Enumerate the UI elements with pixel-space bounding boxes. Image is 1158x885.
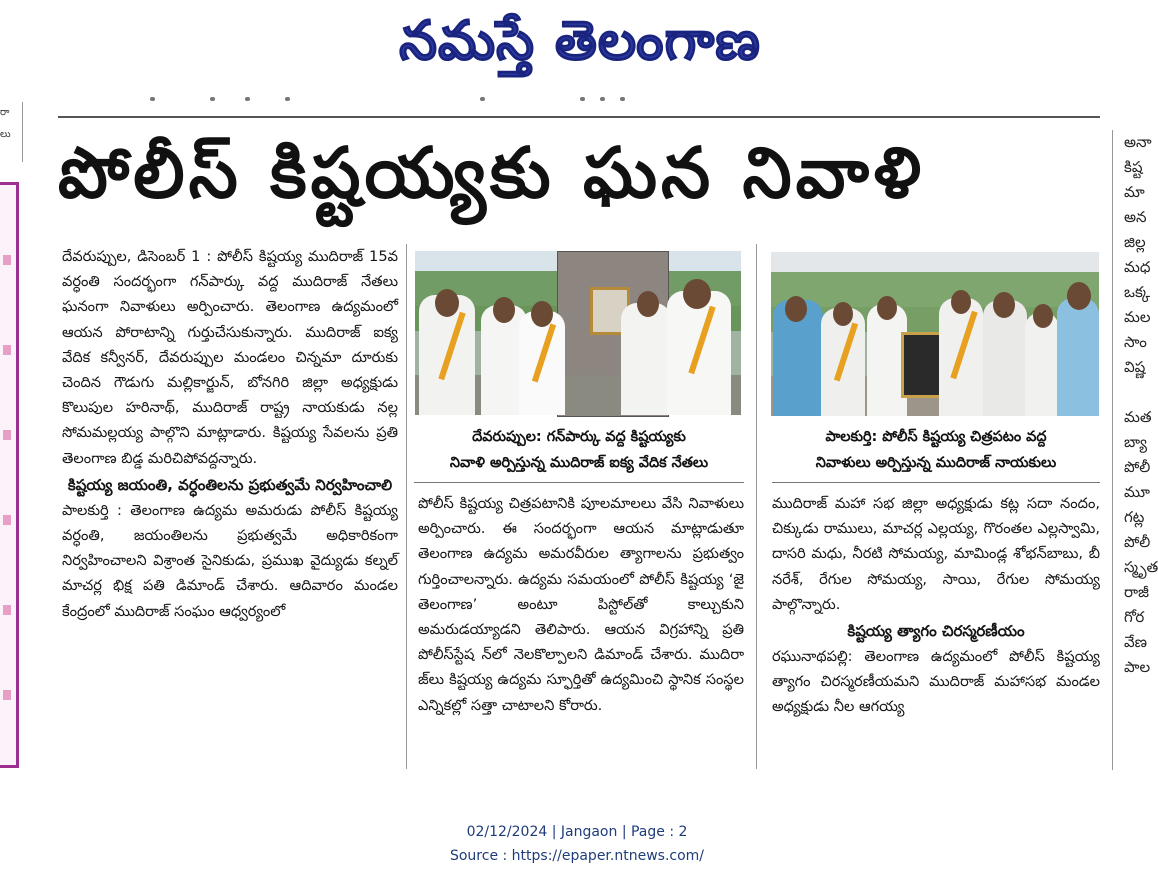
fragment-text: అన xyxy=(1124,208,1147,226)
scan-dot xyxy=(620,97,625,101)
top-rule xyxy=(58,116,1100,118)
caption-line: నివాళి అర్పిస్తున్న ముదిరాజ్ ఐక్య వేదిక నేతలు xyxy=(449,455,709,471)
person-head xyxy=(493,297,515,323)
fragment-text: విష్ణ xyxy=(1124,358,1146,376)
newspaper-logo: నమస్తే తెలంగాణ xyxy=(399,9,761,72)
column-divider xyxy=(756,244,757,769)
adjacent-article-right xyxy=(1124,130,1158,770)
scan-dot xyxy=(210,97,215,101)
caption-rule xyxy=(772,482,1100,483)
fragment-text: పాల xyxy=(1124,658,1151,676)
fragment-text: సాం xyxy=(1124,333,1147,351)
photo-caption-2 xyxy=(772,424,1100,476)
person-head xyxy=(785,296,807,322)
fragment-text: పోలీ xyxy=(1124,458,1151,476)
fragment-text: జిల్ల xyxy=(1124,233,1146,251)
column-divider xyxy=(406,244,407,769)
ad-mark xyxy=(3,690,11,700)
article-column-1 xyxy=(62,244,398,624)
adjacent-ad-box xyxy=(0,182,19,768)
article-paragraph: దేవరుప్పుల, డిసెంబర్ 1 : పోలీస్ కిష్టయ్య ముదిరాజ్ 15వ వర్ధంతి సందర్భంగా గన్‌పార్కు వద్ద ముదిరాజ్ నేతలు ఘనంగా నివాళులు అర్పించారు. తెలంగాణ ఉద్యమంలో ఆయన పోరాటాన్ని గుర్తుచేసుకున్నారు. ముదిరాజ్ ఐక్య వేదిక కన్వీనర్, దేవరుప్పుల మండలం చిన్నమా దూరుకు చెందిన గౌడుగు మల్లికార్జున్, బోనగిరి జిల్లా అధ్యక్షుడు కొలుపుల హరినాథ్, ముదిరాజ్ రాష్ట్ర నాయకుడు నల్ల సోమమల్లయ్య పాల్గొని మాట్లాడారు. కిష్టయ్య సేవలను ప్రతి తెలంగాణ బిడ్డ మరిచిపోవద్దన్నారు. xyxy=(62,248,398,467)
article-paragraph: పోలీస్ కిష్టయ్య చిత్రపటానికి పూలమాలలు వేసి నివాళులు అర్పించారు. ఈ సందర్భంగా ఆయన మాట్లాడుతూ తెలంగాణ ఉద్యమ అమరవీరుల త్యాగాలను ప్రభుత్వం గుర్తించాలన్నారు. ఉద్యమ సమయంలో పోలీస్ కిష్టయ్య ‘జై తెలంగాణ’ అంటూ పిస్టోల్‌తో కాల్చుకుని అమరుడయ్యాడని తెలిపారు. ఆయన విగ్రహాన్ని ప్రతి పోలీస్‌స్టేష న్‌లో నెలకొల్పాలని డిమాండ్ చేశారు. ముదిరా జ్‌లు కిష్టయ్య ఉద్యమ స్ఫూర్తితో ఉద్యమించి స్థానిక సంస్థల ఎన్నికల్లో సత్తా చాటాలని కోరారు. xyxy=(418,495,744,714)
scan-dot xyxy=(245,97,250,101)
fragment-text: అనా xyxy=(1124,133,1152,151)
fragment-text: వేణ xyxy=(1124,633,1148,651)
column-divider xyxy=(1112,130,1113,770)
fragment-text: లు xyxy=(0,129,11,140)
photo-caption-1 xyxy=(414,424,744,476)
article-column-2 xyxy=(418,491,744,718)
page-footer xyxy=(0,820,1154,868)
scan-artifact-strip xyxy=(60,95,1100,105)
caption-line: పాలకుర్తి: పోలీస్ కిష్టయ్య చిత్రపటం వద్ద xyxy=(825,429,1047,445)
article-headline: పోలీస్ కిష్టయ్యకు ఘన నివాళి xyxy=(58,132,926,214)
person-head xyxy=(1067,282,1091,310)
person-head xyxy=(637,291,659,317)
scan-dot xyxy=(285,97,290,101)
fragment-text: బ్యా xyxy=(1124,433,1147,451)
scan-dot xyxy=(580,97,585,101)
caption-line: నివాళులు అర్పిస్తున్న ముదిరాజ్ నాయకులు xyxy=(815,455,1057,471)
person-head xyxy=(1033,304,1053,328)
article-subheading: కిష్టయ్య త్యాగం చిరస్మరణీయం xyxy=(847,622,1025,641)
fragment-text: రా xyxy=(0,107,10,118)
article-paragraph: రఘునాథపల్లి: తెలంగాణ ఉద్యమంలో పోలీస్ కిష్టయ్య త్యాగం చిరస్మరణీయమని ముదిరాజ్ మహాసభ మండల అధ్యక్షుడు నీల ఆగయ్య xyxy=(772,648,1100,716)
source-url: Source : https://epaper.ntnews.com/ xyxy=(449,848,705,864)
fragment-text: కిష్ట xyxy=(1124,158,1143,176)
fragment-text: మూ xyxy=(1124,483,1150,501)
fragment-text: మత xyxy=(1124,408,1152,426)
photo-palakurthi-tribute xyxy=(771,252,1099,416)
photo-gunpark-tribute xyxy=(415,251,741,415)
fragment-text: ఒక్క xyxy=(1124,283,1151,301)
ad-mark xyxy=(3,255,11,265)
masthead xyxy=(0,0,1154,95)
edition-info: 02/12/2024 | Jangaon | Page : 2 xyxy=(466,824,688,840)
ad-mark xyxy=(3,430,11,440)
ad-mark xyxy=(3,345,11,355)
fragment-text: మధ xyxy=(1124,258,1151,276)
caption-line: దేవరుప్పుల: గన్‌పార్కు వద్ద కిష్టయ్యకు xyxy=(472,429,686,445)
person-head xyxy=(683,279,711,309)
adjacent-article-left-text xyxy=(0,102,23,162)
adjacent-article-left xyxy=(0,98,24,768)
person xyxy=(621,303,671,415)
fragment-text: గోర xyxy=(1124,608,1145,626)
fragment-text: రాజీ xyxy=(1124,583,1150,601)
person-head xyxy=(435,289,459,317)
article-column-3 xyxy=(772,491,1100,720)
fragment-text: పోలీ xyxy=(1124,533,1151,551)
article-paragraph: ముదిరాజ్ మహా సభ జిల్లా అధ్యక్షుడు కట్ల సదా నందం, చిక్కుడు రాములు, మాచర్ల ఎల్లయ్య, గొరంతల ఎల్లస్వామి, దాసరి మధు, నీరటి సోమయ్య, మామిండ్ల శోభన్‌బాబు, బీ నరేశ్, రేగుల సోమయ్య, సాయి, రేగుల సోమయ్య పాల్గొన్నారు. xyxy=(772,495,1100,613)
fragment-text: మా xyxy=(1124,183,1145,201)
scan-dot xyxy=(150,97,155,101)
person-head xyxy=(877,296,897,320)
article-paragraph: పాలకుర్తి : తెలంగాణ ఉద్యమ అమరుడు పోలీస్ కిష్టయ్య వర్ధంతి, జయంతిలను ప్రభుత్వమే అధికారికంగా నిర్వహించాలని విశ్రాంత సైనికుడు, ప్రముఖ వైద్యుడు కల్నల్ మాచర్ల భిక్ష పతి డిమాండ్ చేశారు. ఆదివారం మండల కేంద్రంలో ముదిరాజ్ సంఘం ఆధ్వర్యంలో xyxy=(62,501,398,620)
scan-dot xyxy=(480,97,485,101)
person-head xyxy=(993,292,1015,318)
caption-rule xyxy=(414,482,744,483)
ad-mark xyxy=(3,515,11,525)
fragment-text: స్మృత xyxy=(1124,558,1158,576)
person xyxy=(1057,298,1099,416)
fragment-text: గట్ల xyxy=(1124,508,1145,526)
fragment-text xyxy=(1124,380,1154,405)
ad-mark xyxy=(3,605,11,615)
fragment-text: మల xyxy=(1124,308,1151,326)
person-head xyxy=(833,302,853,326)
scan-dot xyxy=(600,97,605,101)
person-head xyxy=(951,290,971,314)
article-subheading: కిష్టయ్య జయంతి, వర్ధంతిలను ప్రభుత్వమే నిర్వహించాలి xyxy=(67,475,393,494)
